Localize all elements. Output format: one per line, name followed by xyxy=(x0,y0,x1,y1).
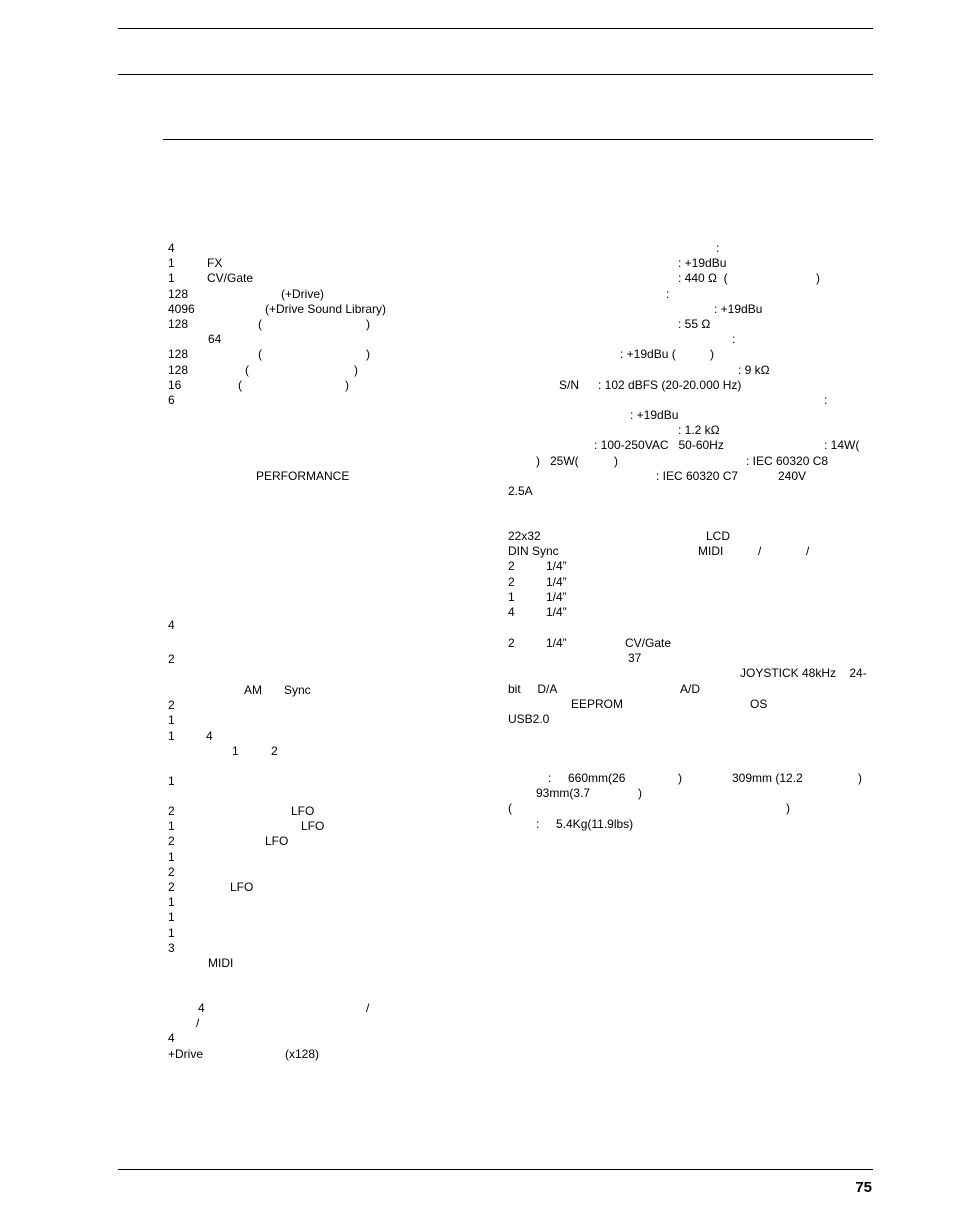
spec-text: bit D/A xyxy=(508,681,558,696)
spec-text: 37 xyxy=(628,651,642,666)
footer-rule xyxy=(118,1169,873,1170)
spec-block xyxy=(508,771,873,832)
spec-line xyxy=(168,302,468,317)
page-number: 75 xyxy=(855,1179,872,1196)
spec-text: 128 xyxy=(168,316,189,331)
spec-text: 128 xyxy=(168,347,189,362)
spec-text: 22x32 xyxy=(508,529,541,543)
spec-block xyxy=(168,683,468,759)
spec-text: 2 xyxy=(508,636,515,650)
spec-line xyxy=(508,302,873,317)
spec-line xyxy=(508,529,873,544)
spec-text: 1 xyxy=(168,271,175,286)
spec-block xyxy=(508,636,873,727)
spec-line xyxy=(168,363,468,378)
spec-text: ) xyxy=(678,771,682,785)
spec-line xyxy=(168,926,468,941)
spec-line xyxy=(168,910,468,925)
spec-block xyxy=(508,529,873,620)
spec-line xyxy=(168,804,468,819)
spec-text: ) 25W( xyxy=(536,453,579,468)
spec-text: 1 xyxy=(168,849,175,864)
spec-line xyxy=(168,834,468,849)
spec-line xyxy=(168,317,468,332)
spec-line xyxy=(168,744,468,759)
spec-line xyxy=(168,378,468,393)
spec-text: MIDI xyxy=(208,955,234,970)
spec-line xyxy=(168,1001,468,1016)
spec-line xyxy=(508,666,873,681)
spec-text: ( xyxy=(245,362,249,377)
spec-text: ( xyxy=(258,316,262,331)
spec-line xyxy=(508,786,873,801)
spec-line xyxy=(168,1016,468,1031)
spec-text: ) xyxy=(858,771,862,785)
spec-text: FX xyxy=(207,256,223,271)
spec-text: / xyxy=(366,1001,370,1015)
spec-text: 1/4” xyxy=(546,589,567,604)
spec-text: : 660mm(26 xyxy=(548,771,626,785)
spec-text: EEPROM xyxy=(571,696,624,711)
spec-text: : 1.2 kΩ xyxy=(678,423,720,438)
spec-text: : xyxy=(716,241,720,255)
spec-text: : IEC 60320 C8 xyxy=(746,453,829,468)
spec-block xyxy=(168,469,468,484)
spec-line xyxy=(168,469,468,484)
spec-line xyxy=(508,332,873,347)
spec-text: 1/4” xyxy=(546,574,567,589)
spec-line xyxy=(508,544,873,559)
spec-line xyxy=(168,774,468,789)
spec-text: 4 xyxy=(198,1001,205,1015)
spec-text: ) xyxy=(710,347,714,362)
spec-line xyxy=(168,256,468,271)
spec-text: 1/4” xyxy=(546,604,567,619)
spec-text: : xyxy=(732,332,736,347)
spec-text: ) xyxy=(345,377,349,392)
spec-text: 4 xyxy=(206,728,213,743)
spec-text: : xyxy=(666,286,670,301)
spec-line xyxy=(508,771,873,786)
spec-line xyxy=(508,559,873,574)
spec-text: 1 xyxy=(168,728,175,743)
spec-line xyxy=(168,332,468,347)
spec-text: : 102 dBFS (20-20.000 Hz) xyxy=(598,377,742,392)
spec-line xyxy=(508,575,873,590)
spec-text: PERFORMANCE xyxy=(256,469,350,483)
spec-text: 64 xyxy=(208,332,222,347)
spec-text: AM xyxy=(244,683,262,697)
spec-line xyxy=(508,256,873,271)
spec-line xyxy=(508,697,873,712)
spec-text: 1 xyxy=(168,256,175,271)
spec-text: LFO xyxy=(291,804,315,818)
spec-text: 309mm (12.2 xyxy=(732,771,803,785)
spec-text: 2 xyxy=(168,804,175,818)
spec-text: LFO xyxy=(301,819,325,834)
spec-text: CV/Gate xyxy=(207,271,254,286)
spec-text: : 5.4Kg(11.9lbs) xyxy=(536,816,634,831)
spec-text: (+Drive Sound Library) xyxy=(265,301,387,316)
spec-text: 1 xyxy=(168,819,175,834)
spec-line xyxy=(168,819,468,834)
spec-text: JOYSTICK 48kHz 24- xyxy=(740,666,867,681)
spec-text: USB2.0 xyxy=(508,711,550,726)
spec-text: ( xyxy=(238,377,242,392)
spec-text: S/N xyxy=(559,377,580,392)
section-title-rule xyxy=(163,139,873,140)
spec-line xyxy=(508,408,873,423)
spec-line xyxy=(168,287,468,302)
spec-text: : +19dBu ( xyxy=(620,347,676,362)
header-bottom-rule xyxy=(118,74,873,75)
spec-text: : 9 kΩ xyxy=(738,362,770,377)
spec-line xyxy=(508,438,873,453)
spec-text: CV/Gate xyxy=(625,636,672,650)
spec-text: ) xyxy=(366,316,370,331)
spec-text: ) xyxy=(354,362,358,377)
spec-text: A/D xyxy=(680,681,701,696)
spec-line xyxy=(168,729,468,744)
spec-line xyxy=(508,347,873,362)
spec-text: 1/4” xyxy=(546,559,567,574)
spec-line xyxy=(168,683,468,698)
spec-line xyxy=(508,423,873,438)
spec-text: 1/4” xyxy=(546,636,567,650)
spec-line xyxy=(508,484,873,499)
spec-line xyxy=(168,652,468,667)
spec-text: 1 xyxy=(168,910,175,925)
spec-text: 1 xyxy=(168,774,175,788)
spec-text: : +19dBu xyxy=(714,301,763,316)
spec-text: ) xyxy=(366,347,370,362)
spec-line xyxy=(508,817,873,832)
spec-text: DIN Sync xyxy=(508,544,559,559)
header-top-rule xyxy=(118,28,873,29)
spec-text: ( xyxy=(508,801,512,816)
spec-block xyxy=(168,804,468,971)
spec-line xyxy=(168,865,468,880)
spec-line xyxy=(508,651,873,666)
spec-text: 4096 xyxy=(168,301,195,316)
spec-block xyxy=(508,241,873,499)
spec-text: 2 xyxy=(508,574,515,589)
spec-text: : +19dBu xyxy=(630,408,679,423)
spec-text: 4 xyxy=(168,241,175,255)
spec-line xyxy=(508,605,873,620)
spec-text: ) xyxy=(614,453,618,468)
spec-text: 240V xyxy=(778,468,807,483)
spec-text: 2 xyxy=(168,698,175,713)
spec-block xyxy=(168,618,468,633)
spec-text: : 14W( xyxy=(824,438,860,453)
spec-text: 2 xyxy=(271,743,278,758)
spec-text: 2 xyxy=(168,864,175,879)
spec-line xyxy=(508,363,873,378)
spec-line xyxy=(508,317,873,332)
spec-text: ) xyxy=(786,801,790,816)
spec-text: LFO xyxy=(265,834,289,849)
spec-line xyxy=(168,850,468,865)
spec-text: 1 xyxy=(168,925,175,940)
spec-text: : xyxy=(824,392,828,407)
spec-line xyxy=(508,378,873,393)
spec-text: 128 xyxy=(168,362,189,377)
spec-text: Sync xyxy=(284,683,311,697)
spec-line xyxy=(508,271,873,286)
spec-text: : +19dBu xyxy=(678,256,727,271)
spec-line xyxy=(508,241,873,256)
spec-text: / xyxy=(806,544,810,559)
spec-line xyxy=(168,1031,468,1046)
spec-text: 128 xyxy=(168,286,189,301)
spec-text: MIDI xyxy=(698,544,724,559)
spec-line xyxy=(508,636,873,651)
spec-text: 1 xyxy=(508,589,515,604)
spec-line xyxy=(168,241,468,256)
spec-line xyxy=(168,698,468,713)
spec-text: 4 xyxy=(168,618,175,632)
spec-text: 3 xyxy=(168,940,175,955)
spec-line xyxy=(508,682,873,697)
spec-text: 6 xyxy=(168,392,175,407)
spec-text: 93mm(3.7 xyxy=(536,786,591,801)
spec-line xyxy=(508,712,873,727)
spec-text: 2 xyxy=(168,652,175,666)
spec-block xyxy=(168,1001,468,1062)
spec-text: / xyxy=(196,1016,200,1031)
spec-text: 2.5A xyxy=(508,484,533,498)
spec-line xyxy=(508,801,873,816)
spec-text: (+Drive) xyxy=(281,286,325,301)
spec-text: OS xyxy=(750,696,768,711)
spec-text: +Drive xyxy=(168,1046,204,1061)
spec-line xyxy=(168,271,468,286)
spec-text: LCD xyxy=(706,529,731,543)
spec-text: 1 xyxy=(168,713,175,728)
spec-line xyxy=(168,347,468,362)
spec-text: : 55 Ω xyxy=(678,316,711,331)
spec-block xyxy=(168,774,468,789)
spec-text: 16 xyxy=(168,377,182,392)
spec-text: 2 xyxy=(168,879,175,894)
spec-text: : 440 Ω ( xyxy=(678,271,728,286)
spec-text: : 100-250VAC 50-60Hz xyxy=(594,438,724,453)
spec-line xyxy=(168,1047,468,1062)
spec-line xyxy=(508,469,873,484)
spec-text: 2 xyxy=(508,559,515,574)
spec-text: 2 xyxy=(168,834,175,849)
spec-text: LFO xyxy=(230,879,254,894)
spec-line xyxy=(168,956,468,971)
spec-line xyxy=(168,895,468,910)
spec-text: ) xyxy=(816,271,820,286)
spec-line xyxy=(508,393,873,408)
spec-line xyxy=(168,713,468,728)
spec-block xyxy=(168,241,468,408)
spec-line xyxy=(168,880,468,895)
spec-text: ) xyxy=(638,786,642,801)
spec-line xyxy=(168,941,468,956)
spec-line xyxy=(508,454,873,469)
spec-line xyxy=(168,393,468,408)
spec-line xyxy=(168,618,468,633)
spec-text: 4 xyxy=(508,604,515,619)
spec-text: 1 xyxy=(232,743,239,758)
spec-text: : IEC 60320 C7 xyxy=(656,468,739,483)
spec-block xyxy=(168,652,468,667)
spec-text: 1 xyxy=(168,895,175,910)
spec-line xyxy=(508,590,873,605)
spec-text: 4 xyxy=(168,1031,175,1046)
spec-line xyxy=(508,287,873,302)
spec-text: (x128) xyxy=(285,1046,320,1061)
spec-text: ( xyxy=(258,347,262,362)
spec-text: / xyxy=(758,544,762,559)
